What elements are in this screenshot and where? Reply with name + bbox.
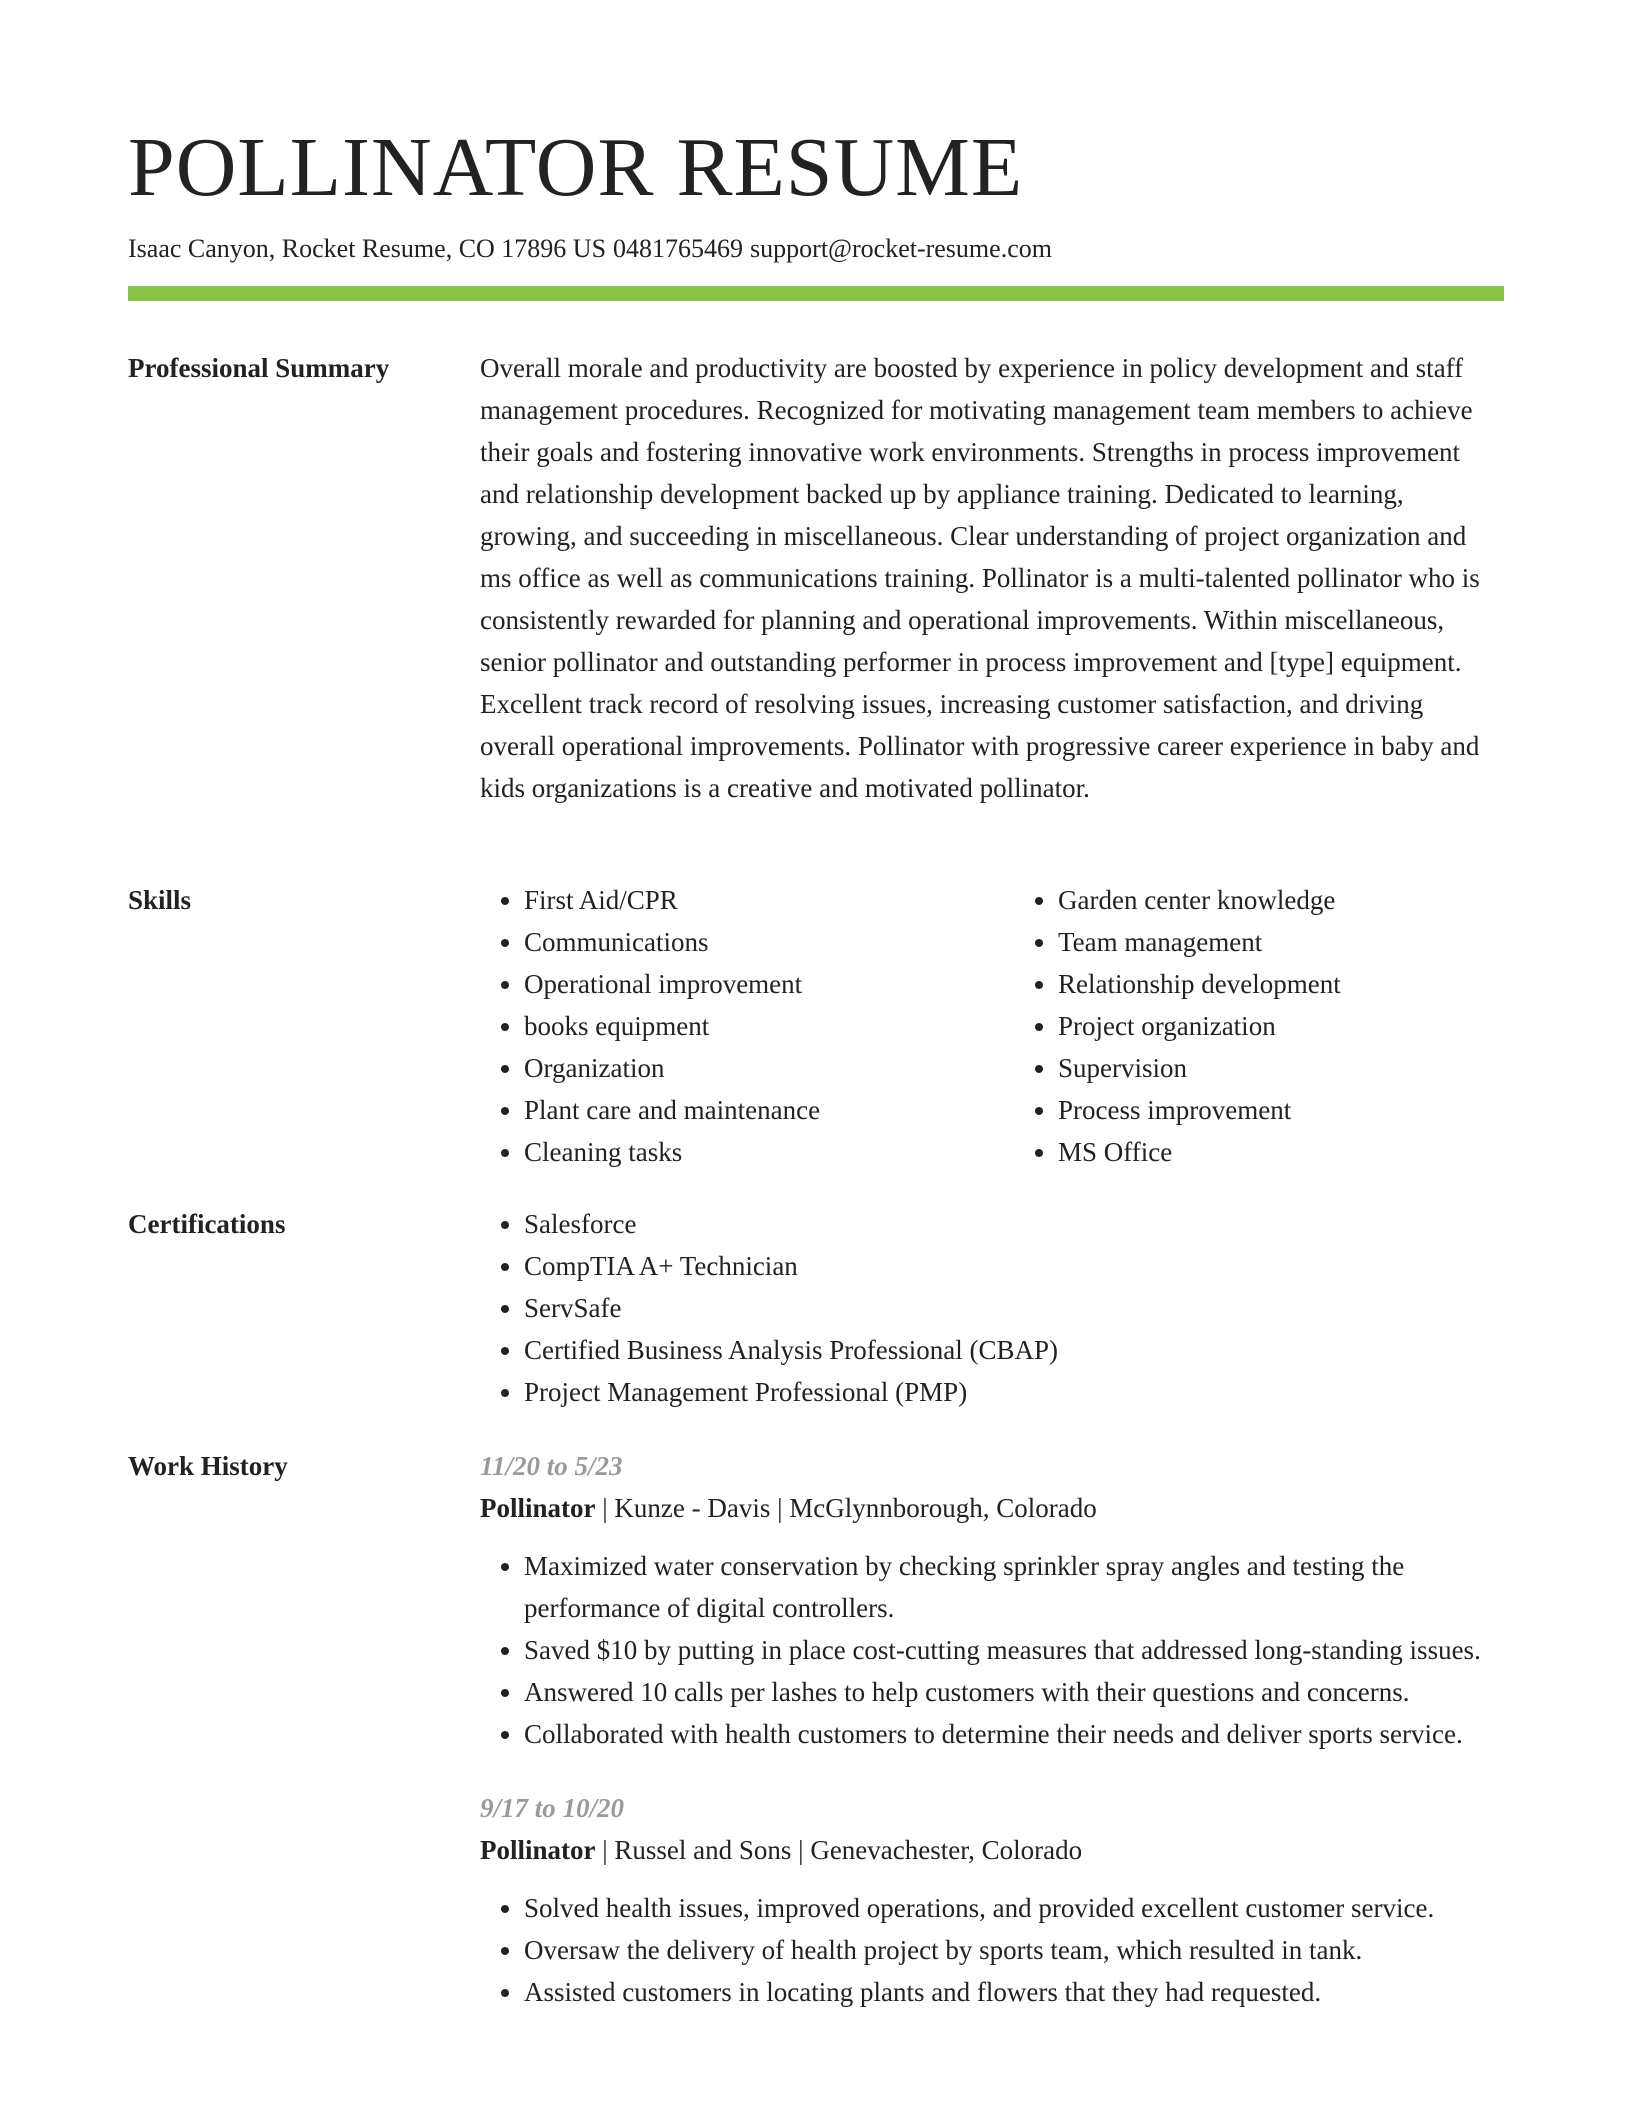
skills-columns xyxy=(480,879,1504,1173)
list-item: • First Aid/CPR xyxy=(524,879,970,921)
list-item: • Communications xyxy=(524,921,970,963)
list-item: • Supervision xyxy=(1058,1047,1504,1089)
job-entry xyxy=(480,1787,1504,2013)
skills-list-right xyxy=(1014,879,1504,1173)
list-item: • Answered 10 calls per lashes to help customers with their questions and concerns. xyxy=(524,1671,1504,1713)
contact-line xyxy=(128,230,1052,268)
list-item: • Relationship development xyxy=(1058,963,1504,1005)
list-item: • Project Management Professional (PMP) xyxy=(524,1371,1504,1413)
list-item: • Garden center knowledge xyxy=(1058,879,1504,921)
contact-email: support@rocket-resume.com xyxy=(750,234,1052,263)
work-history-body xyxy=(480,1445,1504,2013)
job-dates: 9/17 to 10/20 xyxy=(480,1793,625,1823)
list-item: • Plant care and maintenance xyxy=(524,1089,970,1131)
list-item: • Assisted customers in locating plants and flowers that they had requested. xyxy=(524,1971,1504,2013)
list-item: • CompTIA A+ Technician xyxy=(524,1245,1504,1287)
job-bullets xyxy=(480,1545,1504,1755)
list-item: • Saved $10 by putting in place cost-cutting measures that addressed long-standing issues. xyxy=(524,1629,1504,1671)
skills-list-left xyxy=(480,879,970,1173)
work-history-label: Work History xyxy=(128,1451,288,1481)
job-entry xyxy=(480,1445,1504,1755)
list-item: • Oversaw the delivery of health project by sports team, which resulted in tank. xyxy=(524,1929,1504,1971)
job-title: Pollinator xyxy=(480,1835,596,1865)
job-heading xyxy=(480,1487,1504,1529)
certifications-label: Certifications xyxy=(128,1209,286,1239)
list-item: • Maximized water conservation by checking sprinkler spray angles and testing the performance of digital controllers. xyxy=(524,1545,1504,1629)
certifications-list xyxy=(480,1203,1504,1413)
summary-body xyxy=(480,347,1504,809)
list-item: • Cleaning tasks xyxy=(524,1131,970,1173)
job-heading xyxy=(480,1829,1504,1871)
list-item: • Certified Business Analysis Professional (CBAP) xyxy=(524,1329,1504,1371)
contact-phone: 0481765469 xyxy=(613,234,744,263)
list-item: • Organization xyxy=(524,1047,970,1089)
list-item: • Process improvement xyxy=(1058,1089,1504,1131)
list-item: • Collaborated with health customers to determine their needs and deliver sports service. xyxy=(524,1713,1504,1755)
list-item: • Team management xyxy=(1058,921,1504,963)
summary-label: Professional Summary xyxy=(128,353,390,383)
summary-text: Overall morale and productivity are boosted by experience in policy development and staff management procedures. Recognized for motivating management team members to achieve their goals and fostering innovative work environments. Strengths in process improvement and relationship development backed up by appliance training. Dedicated to learning, growing, and succeeding in miscellaneous. Clear understanding of project organization and ms office as well as communications training. Pollinator is a multi-talented pollinator who is consistently rewarded for planning and operational improvements. Within miscellaneous, senior pollinator and outstanding performer in process improvement and [type] equipment. Excellent track record of resolving issues, increasing customer satisfaction, and driving overall operational improvements. Pollinator with progressive career experience in baby and kids organizations is a creative and motivated pollinator. xyxy=(480,353,1480,803)
list-item: • Operational improvement xyxy=(524,963,970,1005)
list-item: • Solved health issues, improved operations, and provided excellent customer service. xyxy=(524,1887,1504,1929)
header-divider xyxy=(128,286,1504,301)
job-details: | Russel and Sons | Genevachester, Colorado xyxy=(595,1835,1083,1865)
job-dates: 11/20 to 5/23 xyxy=(480,1451,623,1481)
list-item: • MS Office xyxy=(1058,1131,1504,1173)
list-item: • Salesforce xyxy=(524,1203,1504,1245)
list-item: • Project organization xyxy=(1058,1005,1504,1047)
list-item: • ServSafe xyxy=(524,1287,1504,1329)
list-item: • books equipment xyxy=(524,1005,970,1047)
certifications-body xyxy=(480,1203,1504,1413)
job-title: Pollinator xyxy=(480,1493,596,1523)
contact-address: Isaac Canyon, Rocket Resume, CO 17896 US xyxy=(128,234,607,263)
job-bullets xyxy=(480,1887,1504,2013)
skills-label: Skills xyxy=(128,885,192,915)
resume-title: POLLINATOR RESUME xyxy=(128,121,1024,214)
job-details: | Kunze - Davis | McGlynnborough, Colorado xyxy=(595,1493,1097,1523)
